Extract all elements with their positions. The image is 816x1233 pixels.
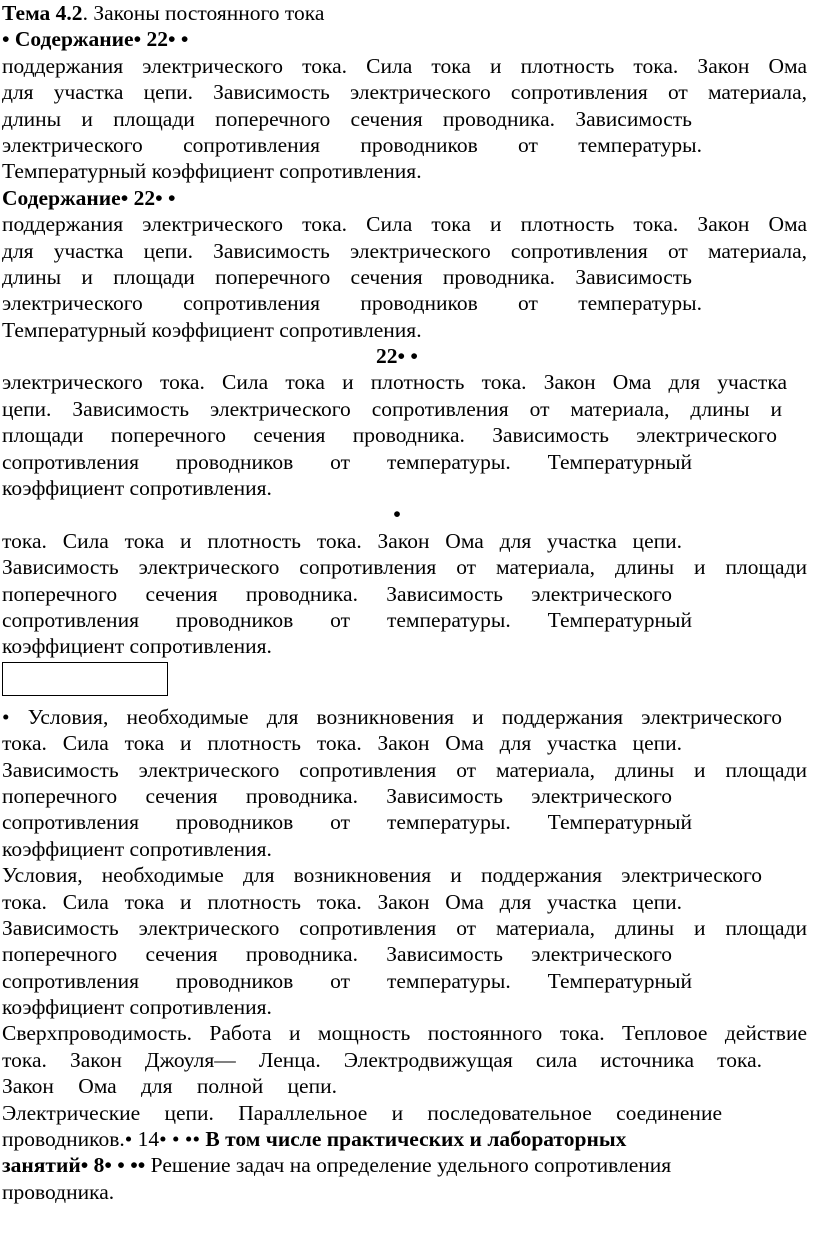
paragraph-line: Условия, необходимые для возникновения и поддержания электрического	[2, 863, 762, 888]
paragraph-line: цепи. Зависимость электрического сопротивления от материала, длины и	[2, 396, 782, 421]
paragraph-line: электрического тока. Сила тока и плотность тока. Закон Ома для участка	[2, 370, 787, 395]
paragraph-line: коэффициент сопротивления.	[2, 836, 272, 861]
paragraph-line: поддержания электрического тока. Сила тока и плотность тока. Закон Ома	[2, 53, 807, 78]
paragraph-line: Сверхпроводимость. Работа и мощность постоянного тока. Тепловое действие	[2, 1021, 807, 1046]
paragraph-line: длины и площади поперечного сечения проводника. Зависимость	[2, 106, 692, 131]
paragraph-line	[2, 1126, 814, 1152]
lessons-text: занятий• 8• • ••	[2, 1153, 146, 1178]
paragraph-line: поперечного сечения проводника. Зависимость электрического	[2, 942, 672, 967]
task-text: Решение задач на определение удельного сопротивления	[145, 1153, 672, 1178]
paragraph-line	[2, 1152, 814, 1178]
paragraph-line: Температурный коэффициент сопротивления.	[2, 317, 422, 342]
section-heading: • Содержание• 22• •	[2, 27, 189, 52]
paragraph-line: поперечного сечения проводника. Зависимость электрического	[2, 581, 672, 606]
bullet-heading: •	[393, 502, 401, 527]
paragraph-line: тока. Сила тока и плотность тока. Закон Ома для участка цепи.	[2, 528, 682, 553]
paragraph-line: Электрические цепи. Параллельное и последовательное соединение	[2, 1100, 722, 1125]
paragraph-line: Зависимость электрического сопротивления от материала, длины и площади	[2, 757, 807, 782]
paragraph-line: электрического сопротивления проводников от температуры.	[2, 291, 702, 316]
paragraph-line: тока. Закон Джоуля— Ленца. Электродвижущая сила источника тока.	[2, 1047, 762, 1072]
paragraph-line: для участка цепи. Зависимость электрического сопротивления от материала,	[2, 238, 807, 263]
paragraph-line: длины и площади поперечного сечения проводника. Зависимость	[2, 264, 692, 289]
topic-number: Тема 4.2	[2, 1, 83, 25]
paragraph-line: поперечного сечения проводника. Зависимость электрического	[2, 783, 672, 808]
paragraph-line: сопротивления проводников от температуры. Температурный	[2, 810, 692, 835]
paragraph-line: сопротивления проводников от температуры. Температурный	[2, 449, 692, 474]
paragraph-line: Зависимость электрического сопротивления от материала, длины и площади	[2, 555, 807, 580]
empty-box	[2, 662, 168, 696]
section-heading: 22• •	[376, 344, 418, 369]
paragraph-line: коэффициент сопротивления.	[2, 634, 272, 659]
document-page	[2, 0, 814, 1205]
paragraph-line: поддержания электрического тока. Сила тока и плотность тока. Закон Ома	[2, 212, 807, 237]
paragraph-line: сопротивления проводников от температуры. Температурный	[2, 968, 692, 993]
paragraph-line: проводника.	[2, 1179, 115, 1204]
paragraph-line: сопротивления проводников от температуры. Температурный	[2, 607, 692, 632]
topic-header	[2, 0, 814, 26]
hours-text: проводников.• 14• • ••	[2, 1127, 200, 1152]
paragraph-line: • Условия, необходимые для возникновения и поддержания электрического	[2, 704, 782, 729]
paragraph-line: коэффициент сопротивления.	[2, 995, 272, 1020]
paragraph-line: для участка цепи. Зависимость электрического сопротивления от материала,	[2, 80, 807, 105]
paragraph-line: площади поперечного сечения проводника. Зависимость электрического	[2, 423, 777, 448]
paragraph-line: Температурный коэффициент сопротивления.	[2, 159, 422, 184]
paragraph-line: тока. Сила тока и плотность тока. Закон Ома для участка цепи.	[2, 731, 682, 756]
paragraph-line: тока. Сила тока и плотность тока. Закон Ома для участка цепи.	[2, 889, 682, 914]
practice-text: В том числе практических и лабораторных	[199, 1127, 627, 1152]
paragraph-line: электрического сопротивления проводников от температуры.	[2, 132, 702, 157]
topic-title: . Законы постоянного тока	[82, 1, 325, 25]
paragraph-line: Зависимость электрического сопротивления от материала, длины и площади	[2, 915, 807, 940]
section-heading: Содержание• 22• •	[2, 185, 176, 210]
paragraph-line: коэффициент сопротивления.	[2, 476, 272, 501]
paragraph-line: Закон Ома для полной цепи.	[2, 1074, 337, 1099]
